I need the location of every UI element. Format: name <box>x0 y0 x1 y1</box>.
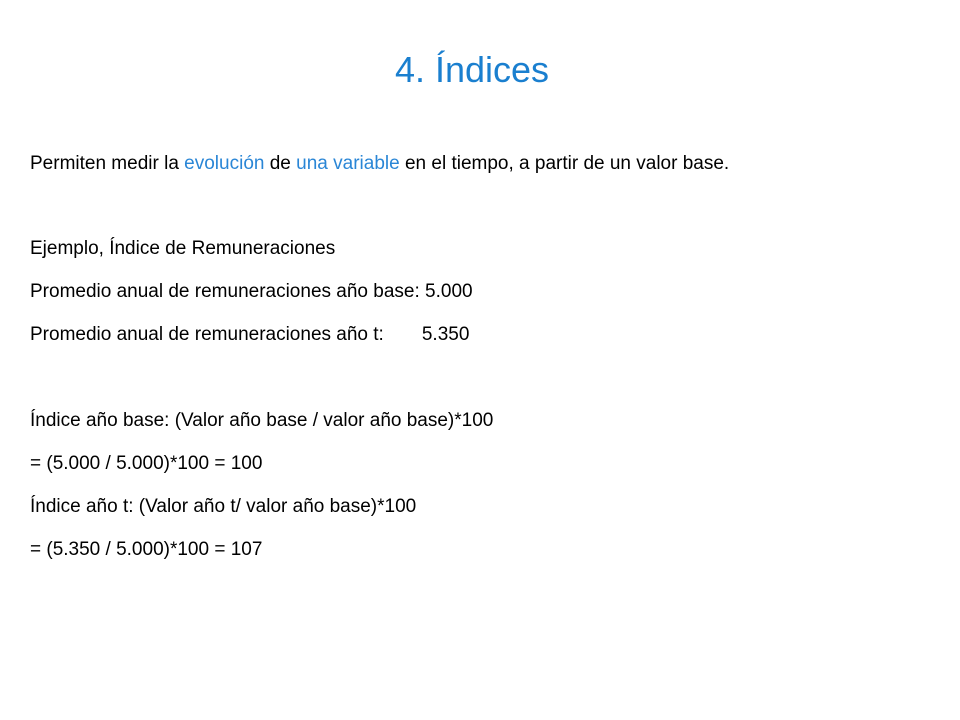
year-t-index-calculation: = (5.350 / 5.000)*100 = 107 <box>30 539 263 560</box>
example-heading: Ejemplo, Índice de Remuneraciones <box>30 238 336 259</box>
intro-text-2: de <box>264 153 297 174</box>
intro-paragraph <box>30 152 729 176</box>
year-t-average-label: Promedio anual de remuneraciones año t: <box>30 324 384 345</box>
intro-text-3: en el tiempo, a partir de un valor base. <box>399 153 730 174</box>
base-index-calculation: = (5.000 / 5.000)*100 = 100 <box>30 453 263 474</box>
year-t-average <box>30 323 469 347</box>
intro-text-1: Permiten medir la <box>30 153 185 174</box>
year-t-index-formula: Índice año t: (Valor año t/ valor año base)*100 <box>30 496 417 517</box>
base-index-formula: Índice año base: (Valor año base / valor año base)*100 <box>30 410 494 431</box>
year-t-average-value: 5.350 <box>421 324 470 345</box>
slide-title: 4. Índices <box>394 49 550 90</box>
intro-highlight-evolucion: evolución <box>184 153 265 174</box>
base-year-average: Promedio anual de remuneraciones año base: 5.000 <box>30 281 473 302</box>
intro-highlight-variable: una variable <box>296 153 400 174</box>
